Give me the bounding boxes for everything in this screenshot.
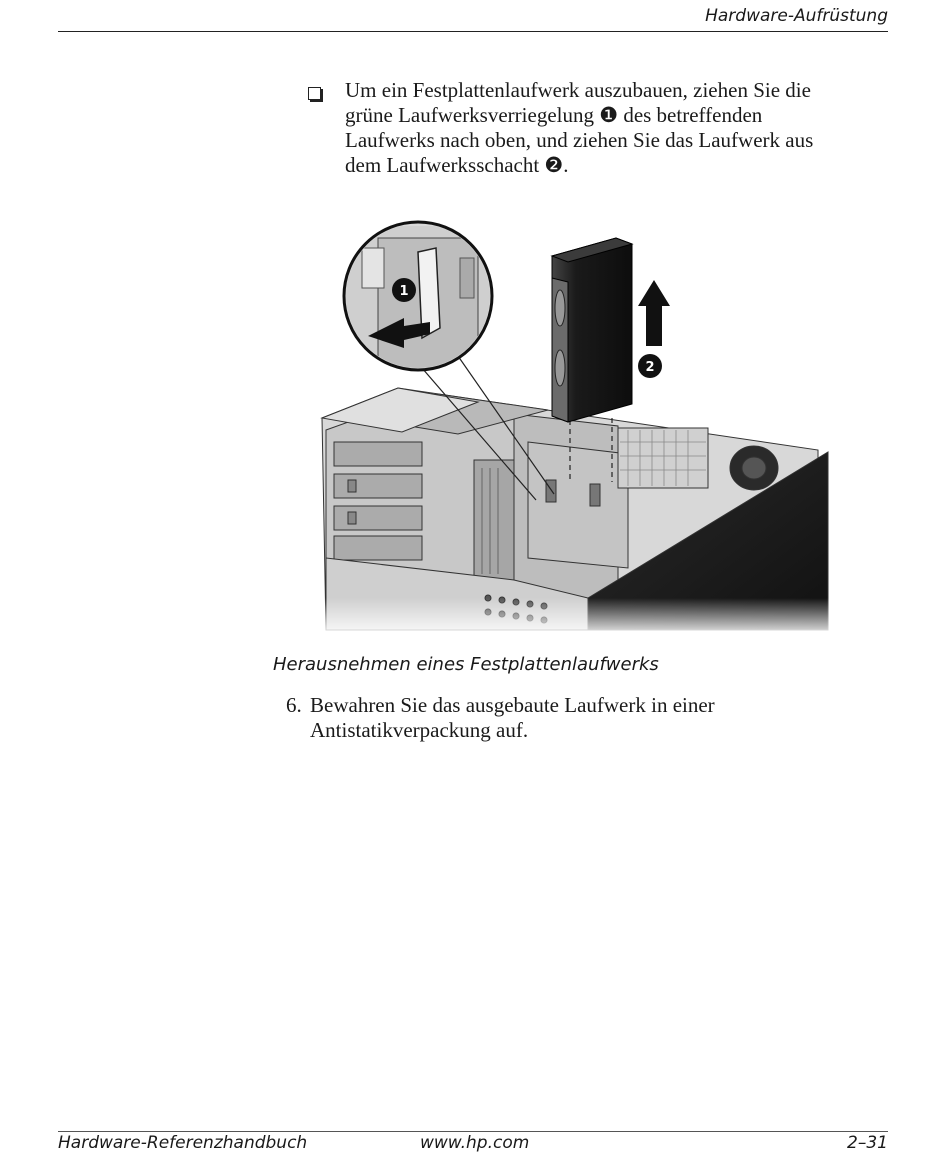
bullet-text [345,78,825,178]
arrow-up-icon [638,280,670,346]
step-text: Bewahren Sie das ausgebaute Laufwerk in einer Antistatikverpackung auf. [310,693,715,742]
bullet-text-part-2: des betreffenden Laufwerks nach oben, und ziehen Sie das Laufwerk aus dem Laufwerksschacht [345,103,814,177]
hard-drive [552,238,632,422]
callout-2-marker [638,354,662,378]
computer-chassis [322,388,828,630]
footer-rule [58,1131,888,1132]
callout-2-inline: ❷ [544,153,564,177]
footer-url: www.hp.com [420,1133,530,1153]
bullet-text-part-1: Um ein Festplattenlaufwerk auszubauen, ziehen Sie die grüne Laufwerksverriegelung [345,78,811,127]
page-number: 2–31 [847,1133,888,1153]
callout-1-inline: ❶ [599,103,619,127]
callout-2-label: 2 [645,360,655,375]
header-rule [58,31,888,32]
hard-drive-removal-illustration [318,218,832,638]
step-number: 6. [286,693,302,717]
running-header: Hardware-Aufrüstung [705,6,888,26]
footer-manual-title: Hardware-Referenzhandbuch [58,1133,308,1153]
bullet-text-end: . [563,153,569,177]
checkbox-bullet-icon [308,87,321,100]
figure-caption: Herausnehmen eines Festplattenlaufwerks [273,654,659,675]
callout-1-label: 1 [399,284,409,299]
